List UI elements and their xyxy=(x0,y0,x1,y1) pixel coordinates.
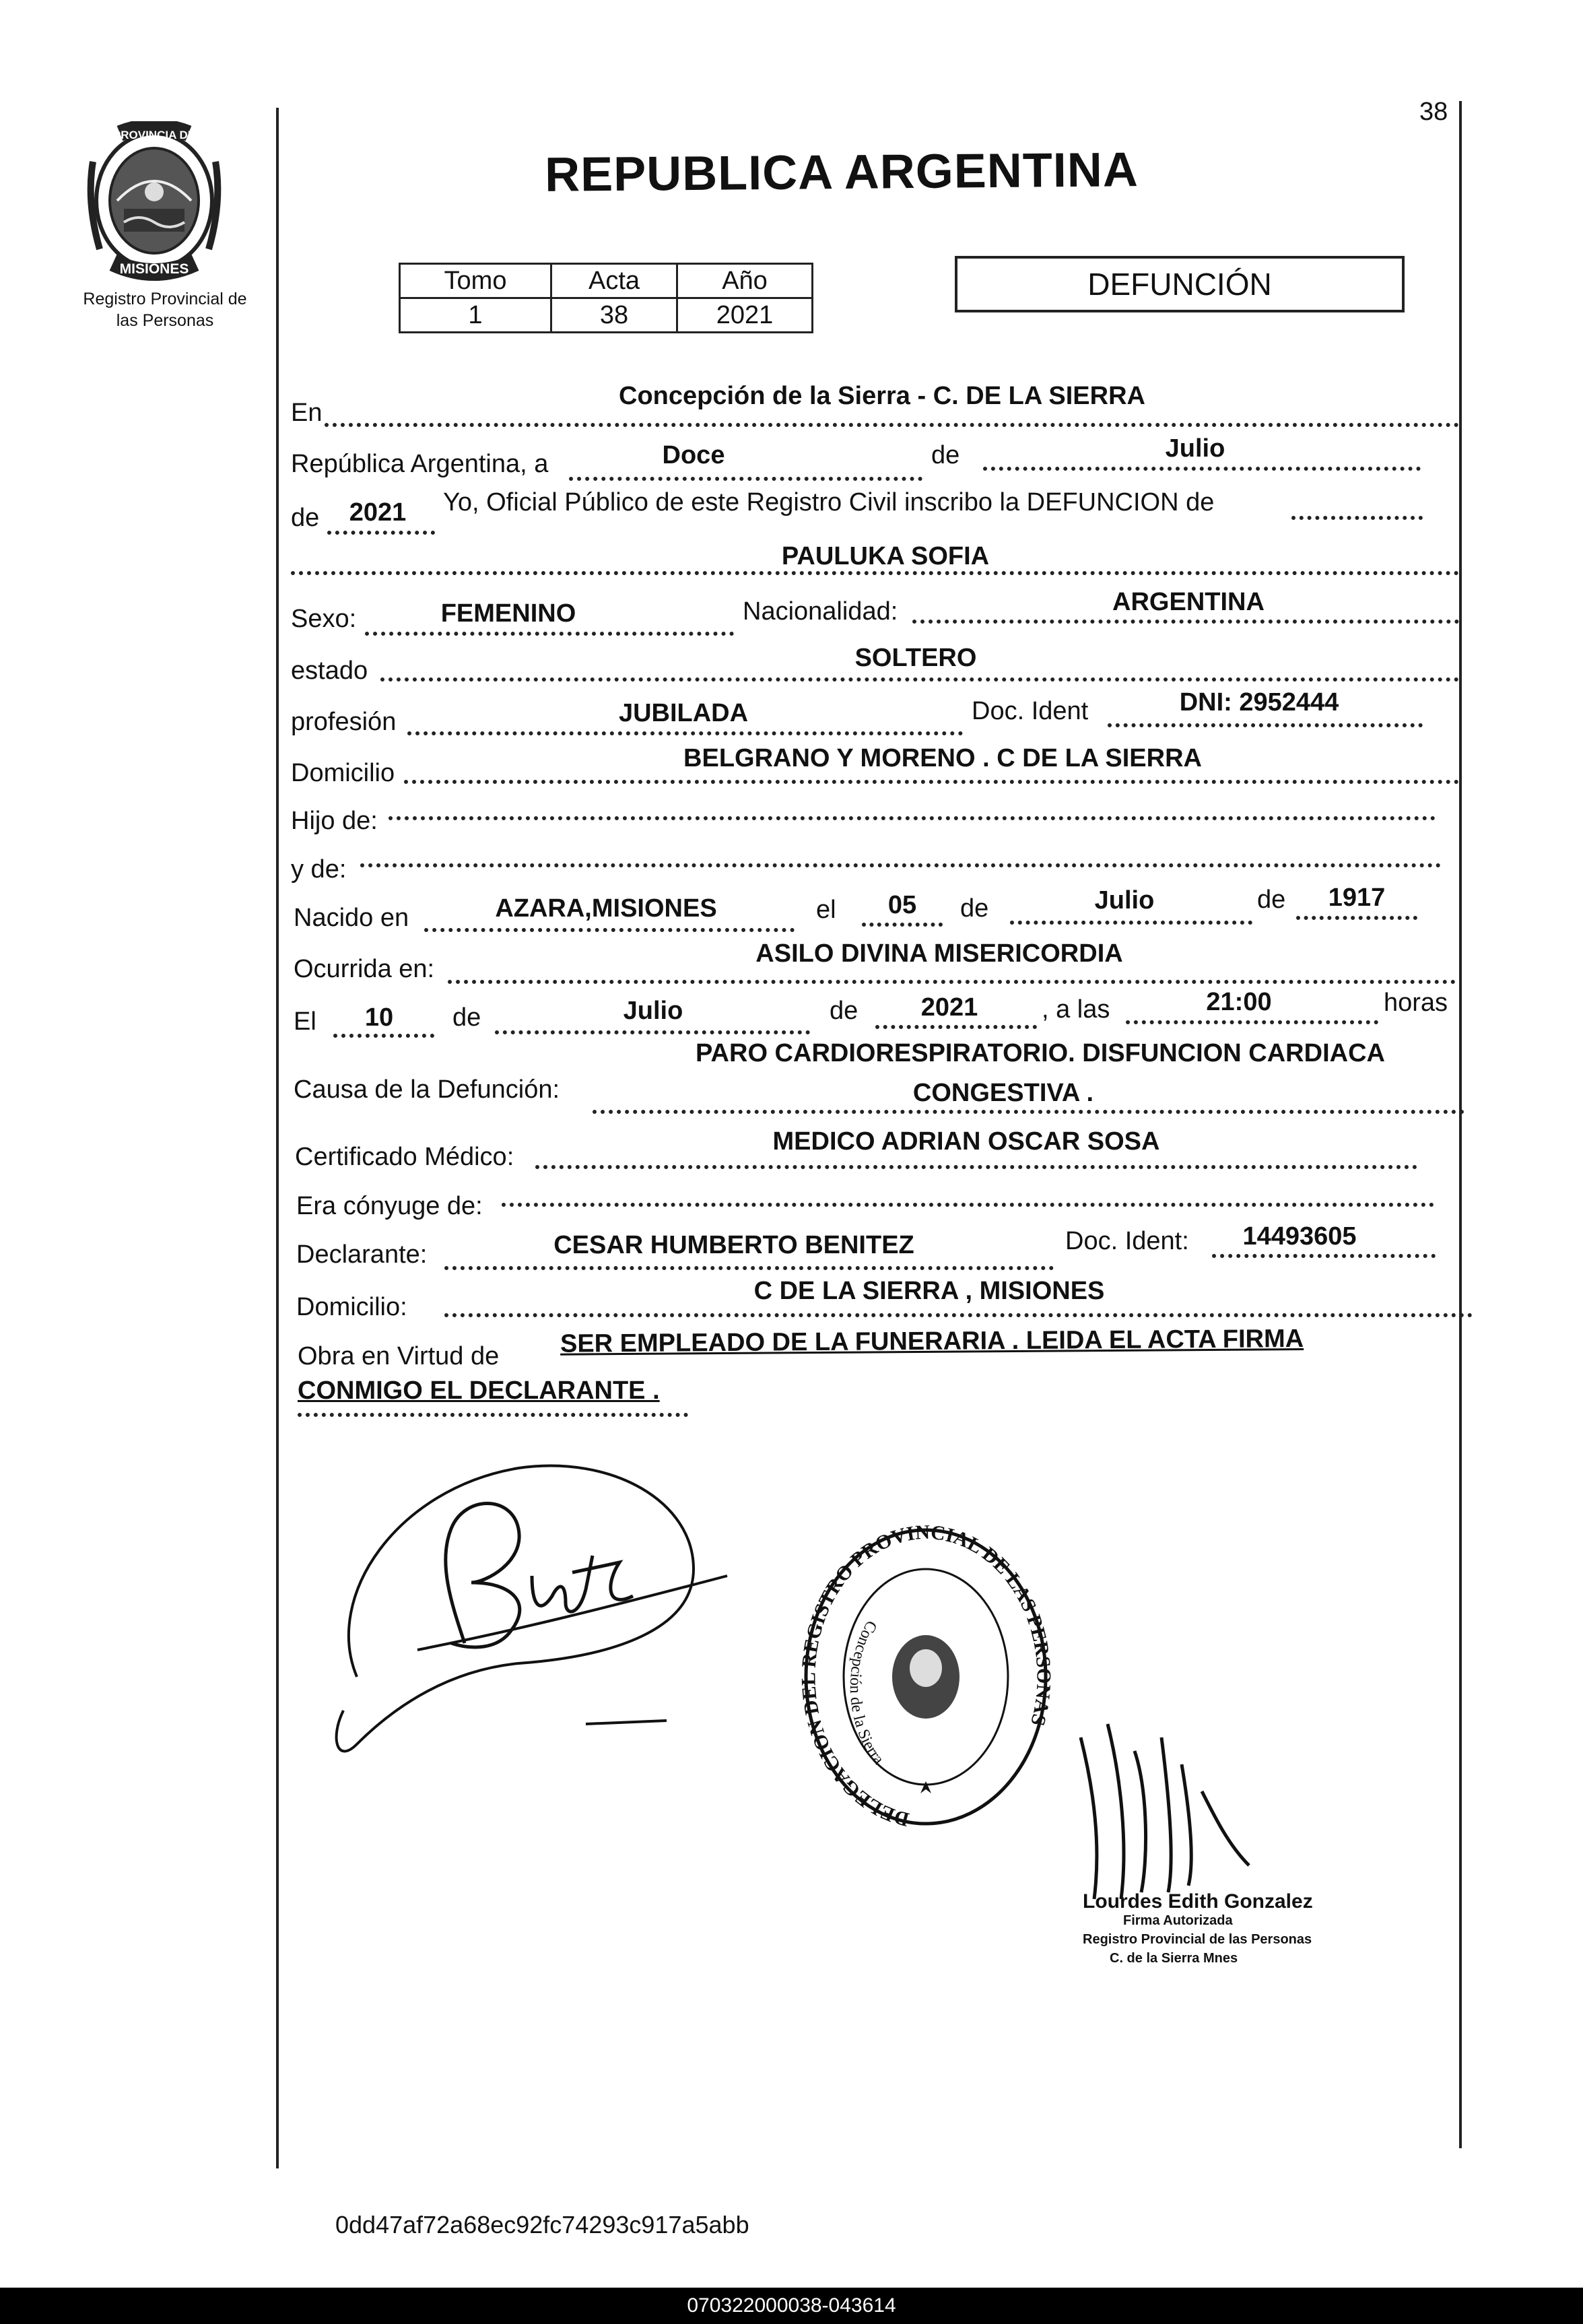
nacionalidad-label: Nacionalidad: xyxy=(743,597,898,626)
en-label: En xyxy=(291,399,323,427)
official-signature-block xyxy=(1083,1892,1392,1968)
document-title: REPUBLICA ARGENTINA xyxy=(544,143,1139,202)
ano-value: 2021 xyxy=(677,298,813,333)
year-value: 2021 xyxy=(349,498,407,527)
estado-label: estado xyxy=(291,657,368,685)
deceased-name-dots xyxy=(291,571,1459,575)
death-month-value: Julio xyxy=(623,997,683,1025)
official-stamp xyxy=(795,1512,1057,1835)
official-name: Lourdes Edith Gonzalez xyxy=(1083,1890,1313,1913)
birth-year-value: 1917 xyxy=(1328,884,1386,912)
estado-value: SOLTERO xyxy=(854,644,977,672)
right-margin-line xyxy=(1459,101,1462,2148)
death-el-label: El xyxy=(294,1007,316,1036)
ocurrida-label: Ocurrida en: xyxy=(294,955,435,983)
causa-label: Causa de la Defunción: xyxy=(294,1075,560,1104)
decl-domicilio-label: Domicilio: xyxy=(296,1293,407,1321)
y-de-dots xyxy=(360,863,1441,867)
profesion-label: profesión xyxy=(291,708,397,736)
doc-dots xyxy=(1108,723,1423,727)
death-year-value: 2021 xyxy=(920,993,978,1022)
day-text-value: Doce xyxy=(662,441,725,469)
domicilio-label: Domicilio xyxy=(291,759,395,787)
estado-dots xyxy=(380,677,1459,682)
decl-doc-dots xyxy=(1212,1254,1436,1258)
registry-label-line2: las Personas xyxy=(116,311,214,330)
nacido-en-dots xyxy=(424,928,795,932)
death-day-dots xyxy=(333,1034,434,1038)
svg-text:PROVINCIA DE: PROVINCIA DE xyxy=(112,129,196,141)
month-dots xyxy=(983,467,1421,471)
official-title: Firma Autorizada xyxy=(1123,1913,1233,1928)
death-time-dots xyxy=(1126,1020,1378,1024)
decl-doc-label: Doc. Ident: xyxy=(1065,1227,1189,1255)
birth-day-value: 05 xyxy=(887,891,917,919)
deceased-name-value: PAULUKA SOFIA xyxy=(781,542,990,570)
sexo-label: Sexo: xyxy=(291,605,357,633)
registry-label-line1: Registro Provincial de xyxy=(83,290,247,308)
tomo-header: Tomo xyxy=(400,264,551,298)
conyuge-label: Era cónyuge de: xyxy=(296,1192,483,1220)
birth-month-dots xyxy=(1010,921,1252,925)
certificado-dots xyxy=(535,1165,1417,1169)
decl-domicilio-dots xyxy=(444,1313,1473,1317)
stamp-ring-text: DELEGACION DEL REGISTRO PROVINCIAL DE LAS PERSONAS xyxy=(797,1521,1055,1831)
birth-month-value: Julio xyxy=(1094,886,1155,915)
y-de-label: y de: xyxy=(291,855,347,884)
reference-header-row xyxy=(400,264,813,298)
nacionalidad-dots xyxy=(912,620,1459,624)
month-text-value: Julio xyxy=(1165,434,1225,463)
year-prefix-label: de xyxy=(291,504,320,532)
tomo-value: 1 xyxy=(400,298,551,333)
acta-value: 38 xyxy=(551,298,677,333)
ano-header: Año xyxy=(677,264,813,298)
birth-de2-label: de xyxy=(1257,886,1286,914)
declarante-value: CESAR HUMBERTO BENITEZ xyxy=(553,1231,914,1259)
decl-domicilio-value: C DE LA SIERRA , MISIONES xyxy=(753,1277,1105,1305)
obra-end-dots xyxy=(298,1413,688,1417)
republica-label: República Argentina, a xyxy=(291,450,549,478)
year-dots xyxy=(327,531,435,535)
misiones-crest-logo xyxy=(79,121,229,283)
causa-line1-value: PARO CARDIORESPIRATORIO. DISFUNCION CARDIACA xyxy=(696,1039,1385,1067)
domicilio-dots xyxy=(404,780,1459,784)
registry-label xyxy=(47,288,283,331)
death-de2-label: de xyxy=(830,997,858,1025)
ocurrida-dots xyxy=(448,980,1456,984)
profesion-dots xyxy=(407,731,963,735)
nacido-en-value: AZARA,MISIONES xyxy=(495,894,717,923)
sexo-value: FEMENINO xyxy=(440,599,576,628)
doc-label: Doc. Ident xyxy=(972,697,1089,725)
official-signature xyxy=(1067,1711,1256,1913)
ocurrida-value: ASILO DIVINA MISERICORDIA xyxy=(755,939,1123,968)
sexo-dots xyxy=(365,632,734,636)
official-text: Yo, Oficial Público de este Registro Civil inscribo la DEFUNCION de xyxy=(443,488,1215,517)
causa-line2-value: CONGESTIVA . xyxy=(912,1079,1094,1107)
page-number: 38 xyxy=(1419,98,1448,126)
declarante-dots xyxy=(444,1266,1054,1270)
death-de1-label: de xyxy=(452,1003,481,1032)
day-dots xyxy=(569,477,922,481)
a-las-label: , a las xyxy=(1042,995,1110,1024)
official-office-line1: Registro Provincial de las Personas xyxy=(1083,1932,1312,1947)
doc-value: DNI: 2952444 xyxy=(1179,688,1339,717)
place-dots xyxy=(325,423,1459,427)
declarant-signature xyxy=(316,1428,747,1791)
nacionalidad-value: ARGENTINA xyxy=(1112,588,1265,616)
official-dots xyxy=(1291,516,1423,520)
decl-doc-value: 14493605 xyxy=(1242,1222,1357,1251)
official-office-line2: C. de la Sierra Mnes xyxy=(1110,1951,1238,1966)
barcode-strip: 070322000038-043614 xyxy=(0,2288,1583,2324)
certificado-label: Certificado Médico: xyxy=(295,1143,514,1171)
record-type-box: DEFUNCIÓN xyxy=(955,256,1405,312)
birth-year-dots xyxy=(1296,916,1417,920)
death-time-value: 21:00 xyxy=(1206,988,1272,1016)
birth-de1-label: de xyxy=(960,894,989,923)
domicilio-value: BELGRANO Y MORENO . C DE LA SIERRA xyxy=(683,744,1202,772)
birth-day-dots xyxy=(862,923,943,927)
causa-dots xyxy=(593,1110,1464,1114)
svg-text:MISIONES: MISIONES xyxy=(119,261,189,277)
nacido-en-label: Nacido en xyxy=(294,904,409,932)
place-value: Concepción de la Sierra - C. DE LA SIERRA xyxy=(619,382,1145,410)
profesion-value: JUBILADA xyxy=(618,699,749,727)
reference-value-row xyxy=(400,298,813,333)
document-hash: 0dd47af72a68ec92fc74293c917a5abb xyxy=(335,2211,749,2238)
official-stamp-graphic xyxy=(795,1512,1057,1835)
death-year-dots xyxy=(875,1025,1037,1029)
reference-table xyxy=(399,263,813,333)
obra-line2-value: CONMIGO EL DECLARANTE . xyxy=(298,1376,660,1405)
left-margin-line xyxy=(276,108,279,2168)
certificado-value: MEDICO ADRIAN OSCAR SOSA xyxy=(772,1127,1160,1156)
de-label: de xyxy=(931,441,960,469)
obra-label: Obra en Virtud de xyxy=(298,1342,500,1370)
death-month-dots xyxy=(495,1030,810,1034)
stamp-inner-text: Concepción de la Sierra xyxy=(846,1617,887,1768)
hijo-de-dots xyxy=(389,816,1436,820)
declarante-label: Declarante: xyxy=(296,1240,428,1269)
death-day-value: 10 xyxy=(364,1003,394,1032)
acta-header: Acta xyxy=(551,264,677,298)
conyuge-dots xyxy=(502,1203,1434,1207)
birth-el-label: el xyxy=(816,896,836,924)
hijo-de-label: Hijo de: xyxy=(291,807,378,835)
obra-line1-value: SER EMPLEADO DE LA FUNERARIA . LEIDA EL ACTA FIRMA xyxy=(560,1324,1304,1358)
horas-label: horas xyxy=(1384,989,1448,1017)
